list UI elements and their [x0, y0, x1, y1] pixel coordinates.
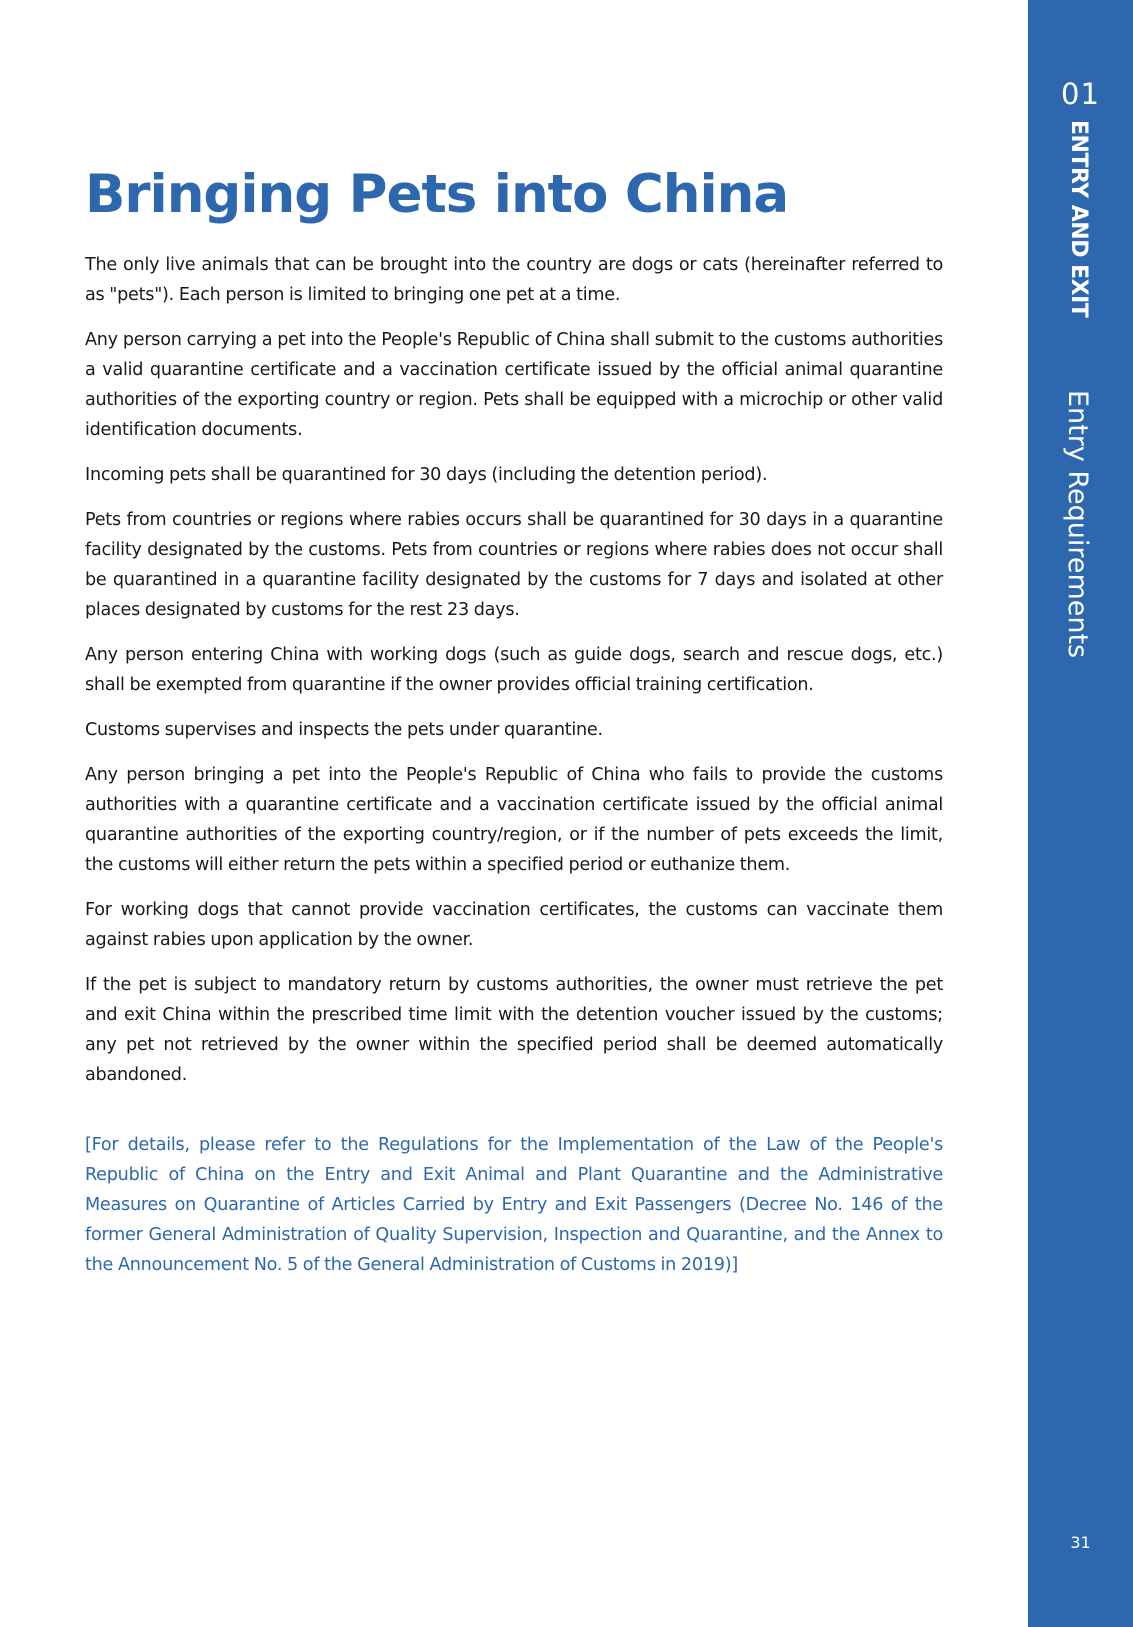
- chapter-number: 01: [1061, 77, 1100, 111]
- paragraph-vaccination: For working dogs that cannot provide vaccination certificates, the customs can vaccinate them against rabies upon application by the owner.: [85, 900, 943, 950]
- section-subtitle: Entry Requirements: [1062, 390, 1093, 659]
- page-title: Bringing Pets into China: [85, 164, 789, 225]
- paragraph-noncompliance: Any person bringing a pet into the People's Republic of China who fails to provide the customs authorities with a quarantine certificate and a vaccination certificate issued by the official animal quarantine authorities of the exporting country/region, or if the number of pets exceeds the limit, the customs will either return the pets within a specified period or euthanize them.: [85, 765, 943, 875]
- paragraph-certificates: Any person carrying a pet into the People's Republic of China shall submit to the customs authorities a valid quarantine certificate and a vaccination certificate issued by the official animal quarantine authorities of the exporting country or region. Pets shall be equipped with a microchip or other valid identification documents.: [85, 330, 943, 440]
- page-number: 31: [1070, 1533, 1091, 1552]
- paragraph-mandatory-return: If the pet is subject to mandatory return by customs authorities, the owner must retrieve the pet and exit China within the prescribed time limit with the detention voucher issued by the customs; any pet not retrieved by the owner within the specified period shall be deemed automatically abandoned.: [85, 975, 943, 1085]
- paragraph-supervision: Customs supervises and inspects the pets under quarantine.: [85, 720, 603, 740]
- paragraph-quarantine-period: Incoming pets shall be quarantined for 30 days (including the detention period).: [85, 465, 768, 485]
- main-content: [85, 160, 943, 1280]
- chapter-sidebar: [1028, 0, 1133, 1627]
- paragraph-working-dogs: Any person entering China with working dogs (such as guide dogs, search and rescue dogs, etc.) shall be exempted from quarantine if the owner provides official training certification.: [85, 645, 943, 695]
- paragraph-rabies-regions: Pets from countries or regions where rabies occurs shall be quarantined for 30 days in a quarantine facility designated by the customs. Pets from countries or regions where rabies does not occur shall be quarantined in a quarantine facility designated by the customs for 7 days and isolated at other places designated by customs for the rest 23 days.: [85, 510, 943, 620]
- paragraph-pets-allowed: The only live animals that can be brought into the country are dogs or cats (hereinafter referred to as "pets"). Each person is limited to bringing one pet at a time.: [85, 255, 943, 305]
- regulation-reference-note: [For details, please refer to the Regulations for the Implementation of the Law of the People's Republic of China on the Entry and Exit Animal and Plant Quarantine and the Administrative Measures on Quarantine of Articles Carried by Entry and Exit Passengers (Decree No. 146 of the former General Administration of Quality Supervision, Inspection and Quarantine, and the Annex to the Announcement No. 5 of the General Administration of Customs in 2019)]: [85, 1135, 943, 1275]
- section-label: ENTRY AND EXIT: [1066, 120, 1091, 318]
